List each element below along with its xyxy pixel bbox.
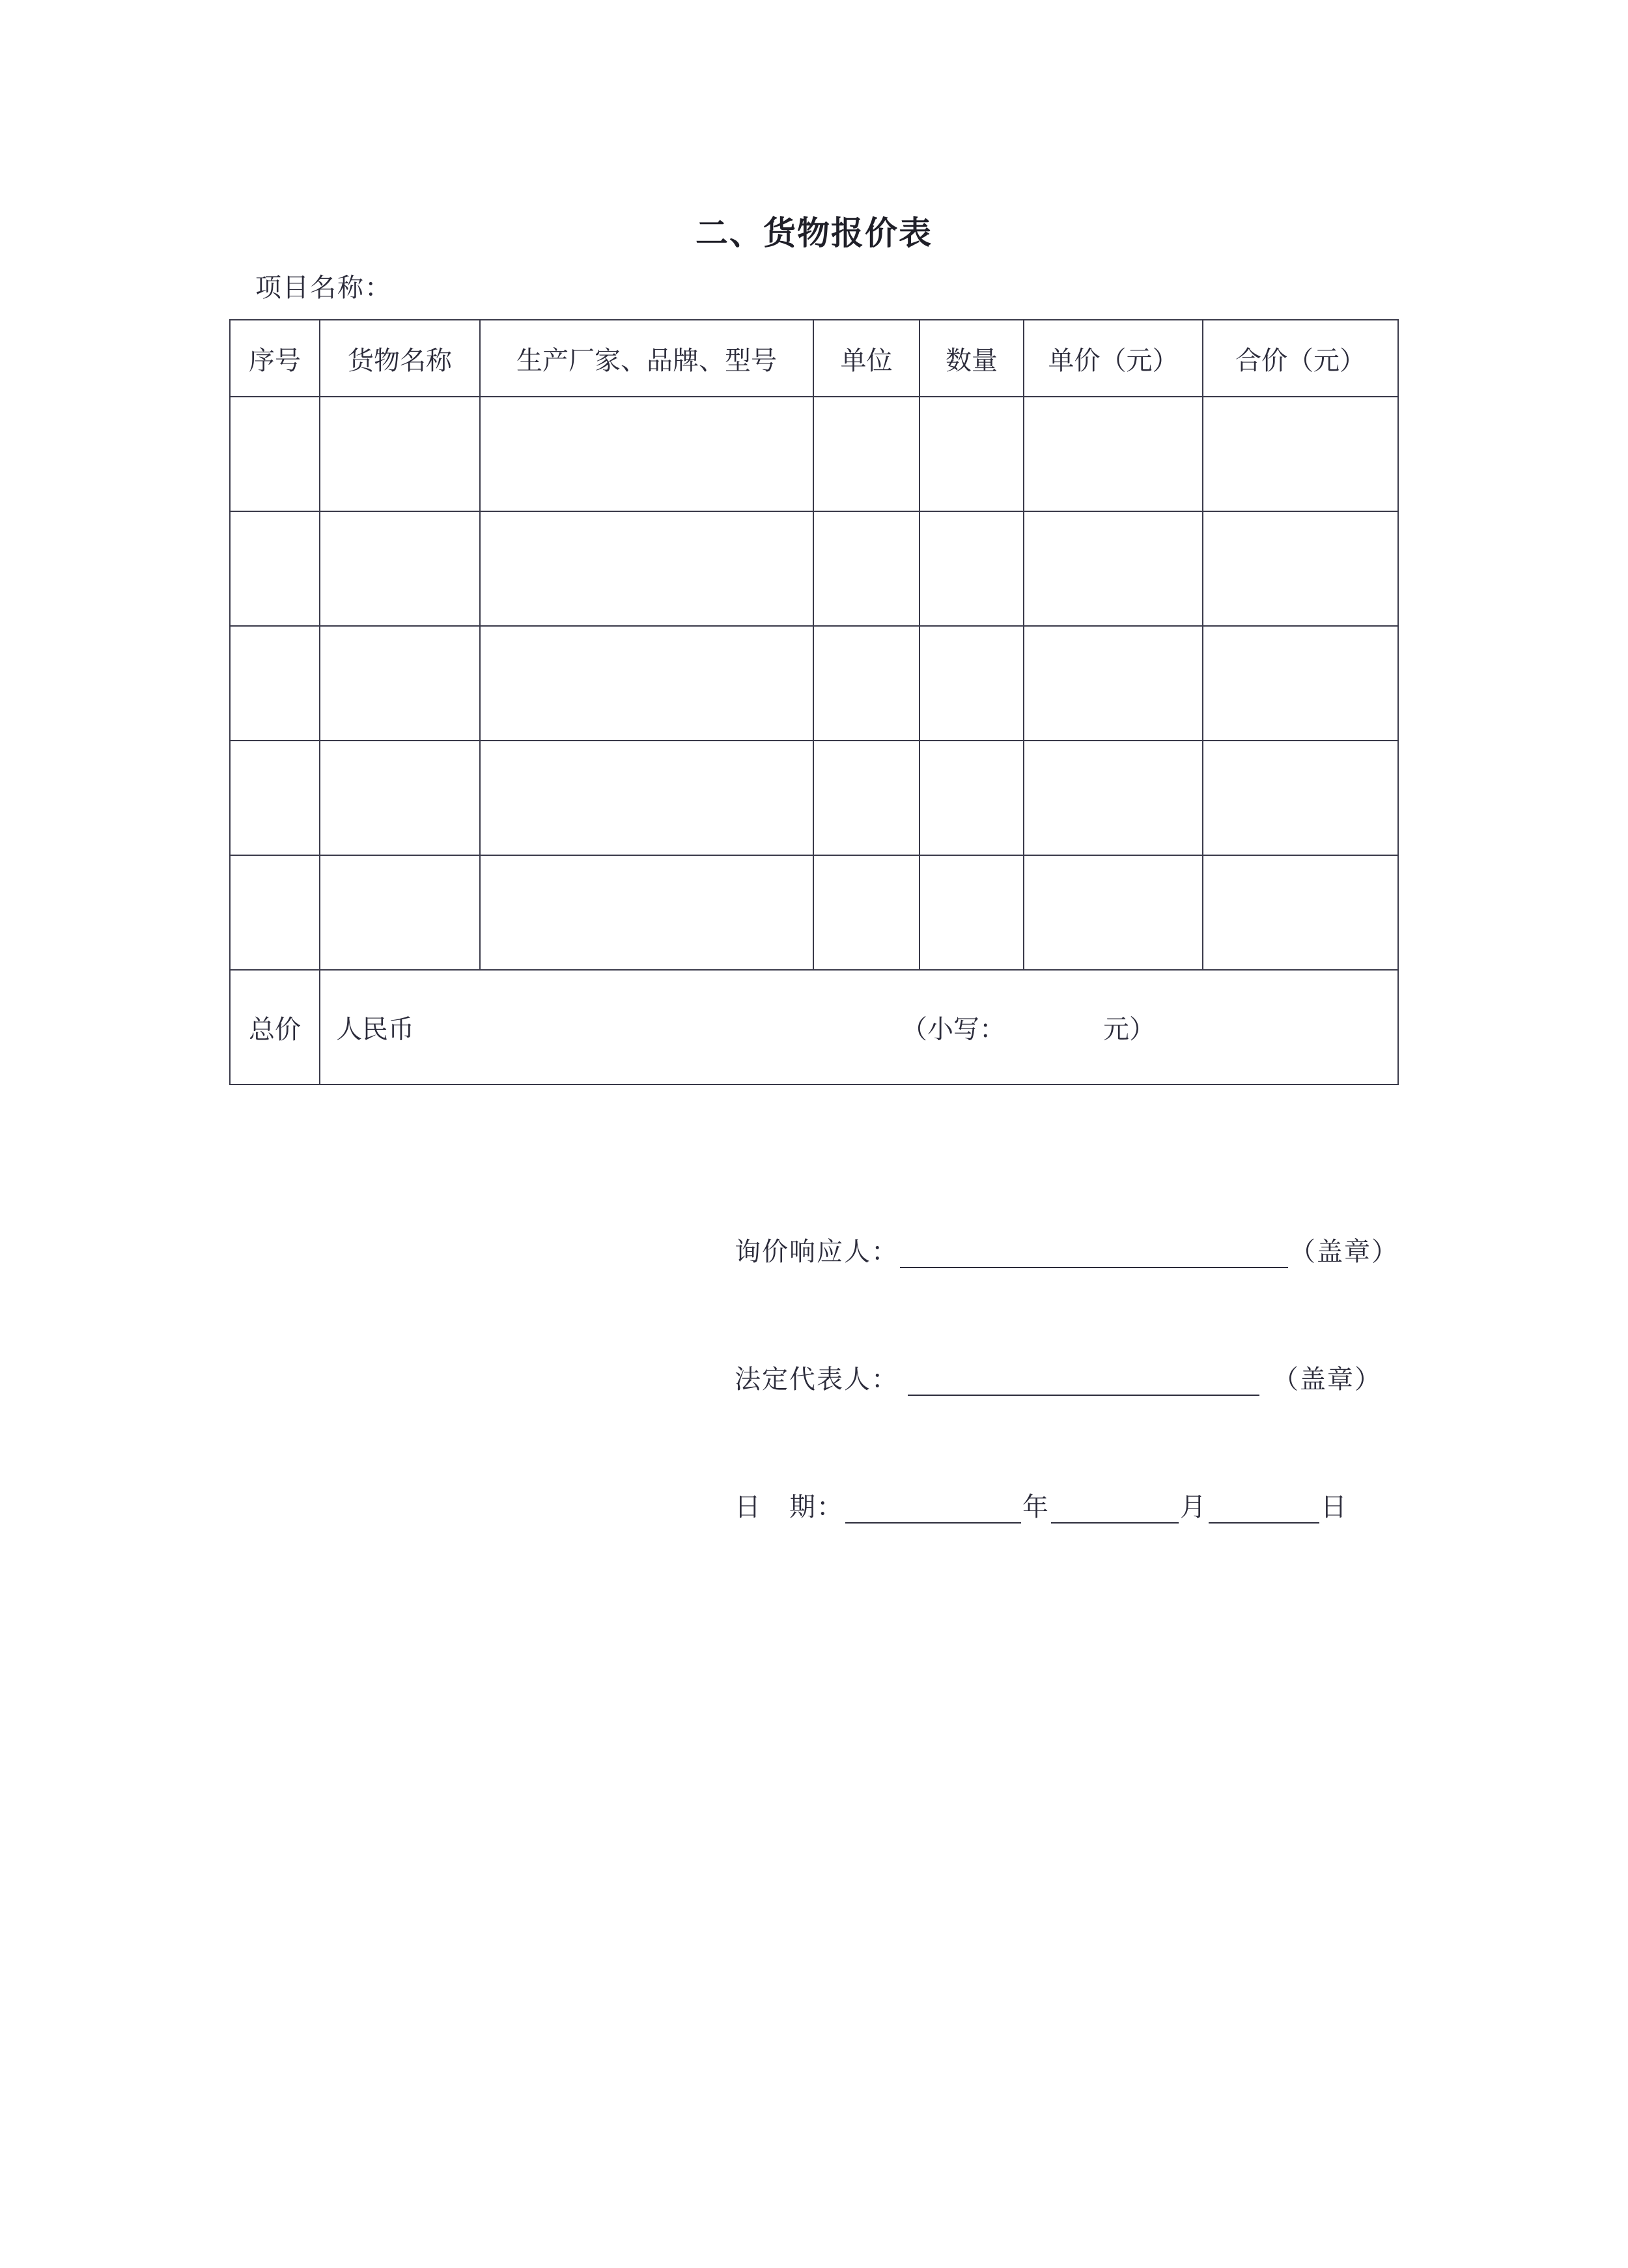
- table-cell[interactable]: [1024, 511, 1203, 626]
- header-unit: 单位: [813, 320, 919, 397]
- table-cell[interactable]: [813, 626, 919, 741]
- table-cell[interactable]: [480, 511, 813, 626]
- header-goods-name: 货物名称: [320, 320, 480, 397]
- quote-table: [229, 319, 1399, 1085]
- table-cell[interactable]: [320, 626, 480, 741]
- date-label: 日 期：: [735, 1492, 844, 1522]
- table-cell[interactable]: [320, 511, 480, 626]
- table-cell[interactable]: [320, 397, 480, 511]
- date-line: [735, 1486, 1348, 1524]
- project-name-label: 项目名称：: [255, 273, 392, 303]
- currency-label: 人民币: [336, 1014, 414, 1045]
- table-cell[interactable]: [919, 741, 1024, 855]
- year-label: 年: [1022, 1492, 1050, 1522]
- legal-rep-blank[interactable]: [908, 1366, 1259, 1396]
- header-row: [230, 320, 1398, 397]
- legal-rep-label: 法定代表人：: [735, 1365, 899, 1395]
- header-quantity: 数量: [919, 320, 1024, 397]
- table-row: [230, 511, 1398, 626]
- table-cell[interactable]: [813, 511, 919, 626]
- table-cell[interactable]: [1203, 855, 1398, 970]
- table-cell[interactable]: [919, 397, 1024, 511]
- year-blank[interactable]: [845, 1494, 1021, 1524]
- day-label: 日: [1321, 1492, 1348, 1522]
- table-cell[interactable]: [480, 741, 813, 855]
- table-cell[interactable]: [813, 741, 919, 855]
- table-row: [230, 397, 1398, 511]
- table-row: [230, 855, 1398, 970]
- table-cell[interactable]: [480, 855, 813, 970]
- table-cell[interactable]: [230, 511, 320, 626]
- table-cell[interactable]: [230, 741, 320, 855]
- table-cell[interactable]: [1024, 741, 1203, 855]
- legal-rep-line: [735, 1359, 1382, 1396]
- table-cell[interactable]: [1024, 626, 1203, 741]
- table-cell[interactable]: [230, 626, 320, 741]
- day-blank[interactable]: [1209, 1494, 1319, 1524]
- header-index: 序号: [230, 320, 320, 397]
- table-cell[interactable]: [1203, 741, 1398, 855]
- lowercase-amount-open: （小写：: [901, 1014, 1005, 1045]
- table-cell[interactable]: [919, 511, 1024, 626]
- responder-label: 询价响应人：: [735, 1237, 899, 1267]
- header-manufacturer: 生产厂家、品牌、型号: [480, 320, 813, 397]
- table-row: [230, 741, 1398, 855]
- table-cell[interactable]: [813, 397, 919, 511]
- month-blank[interactable]: [1051, 1494, 1179, 1524]
- table-cell[interactable]: [320, 855, 480, 970]
- page-title: 二、货物报价表: [695, 214, 933, 252]
- table-cell[interactable]: [480, 626, 813, 741]
- responder-seal-note: （盖章）: [1289, 1237, 1399, 1267]
- table-cell[interactable]: [320, 741, 480, 855]
- responder-line: [735, 1231, 1399, 1268]
- responder-blank[interactable]: [900, 1238, 1288, 1268]
- total-label: 总价: [230, 970, 320, 1084]
- table-cell[interactable]: [919, 626, 1024, 741]
- table-cell[interactable]: [1024, 855, 1203, 970]
- table-cell[interactable]: [919, 855, 1024, 970]
- legal-rep-seal-note: （盖章）: [1272, 1365, 1382, 1395]
- table-row: [230, 626, 1398, 741]
- total-row: [230, 970, 1398, 1084]
- table-cell[interactable]: [813, 855, 919, 970]
- table-cell[interactable]: [1203, 511, 1398, 626]
- lowercase-amount-close: 元）: [1103, 1014, 1155, 1045]
- table-cell[interactable]: [1203, 397, 1398, 511]
- table-cell[interactable]: [230, 397, 320, 511]
- table-cell[interactable]: [1024, 397, 1203, 511]
- header-unit-price: 单价（元）: [1024, 320, 1203, 397]
- table-cell[interactable]: [1203, 626, 1398, 741]
- table-cell[interactable]: [230, 855, 320, 970]
- total-amount-cell[interactable]: [320, 970, 1398, 1084]
- table-cell[interactable]: [480, 397, 813, 511]
- month-label: 月: [1180, 1492, 1207, 1522]
- header-total-price: 合价（元）: [1203, 320, 1398, 397]
